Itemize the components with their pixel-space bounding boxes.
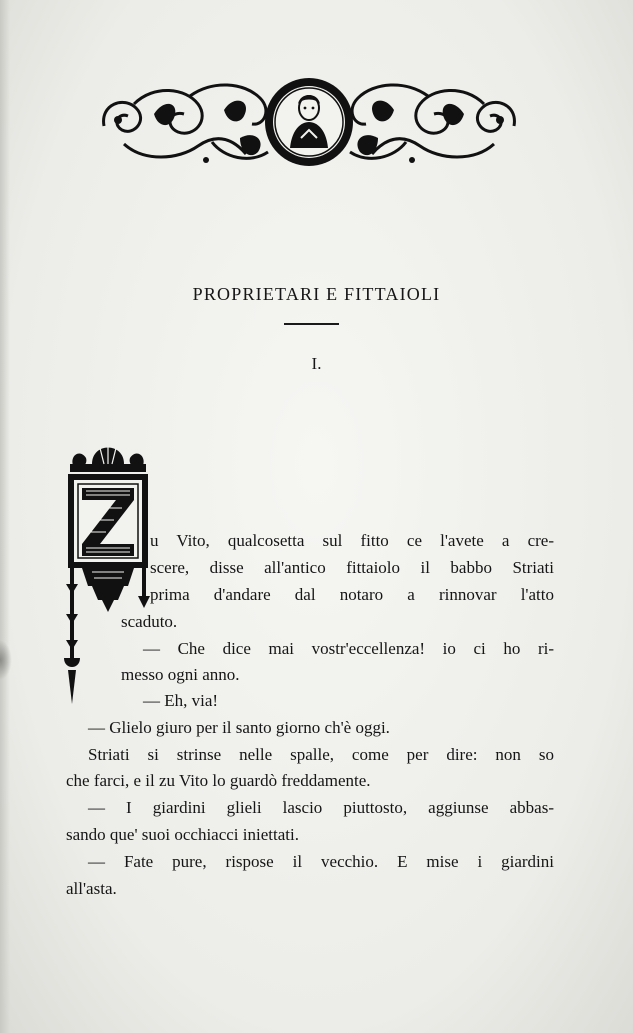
body-line: messo ogni anno. xyxy=(121,665,240,684)
chapter-heading: PROPRIETARI E FITTAIOLI xyxy=(192,284,441,304)
chapter-number: I. xyxy=(311,354,322,373)
body-line: all'asta. xyxy=(66,879,117,898)
floral-headpiece-icon xyxy=(94,74,524,174)
body-line: u Vito, qualcosetta sul fitto ce l'avete a cre- xyxy=(150,531,554,550)
body-line: — Glielo giuro per il santo giorno ch'è oggi. xyxy=(88,718,390,737)
page-stain xyxy=(0,640,12,680)
body-line: che farci, e il zu Vito lo guardò freddamente. xyxy=(66,771,371,790)
body-line: — Che dice mai vostr'eccellenza! io ci ho ri- xyxy=(143,639,554,658)
body-line: sando que' suoi occhiacci iniettati. xyxy=(66,825,299,844)
body-line: scere, disse all'antico fittaiolo il babbo Striati xyxy=(150,558,554,577)
body-line: — I giardini glieli lascio piuttosto, aggiunse abbas- xyxy=(88,798,554,817)
page-edge-shadow xyxy=(0,0,10,1033)
body-line: Striati si strinse nelle spalle, come per dire: non so xyxy=(88,745,554,764)
title-divider xyxy=(284,323,339,325)
body-line: — Eh, via! xyxy=(143,691,219,710)
body-line: scaduto. xyxy=(121,612,178,631)
body-line: prima d'andare dal notaro a rinnovar l'atto xyxy=(150,585,554,604)
body-line: — Fate pure, rispose il vecchio. E mise i giardini xyxy=(88,852,554,871)
